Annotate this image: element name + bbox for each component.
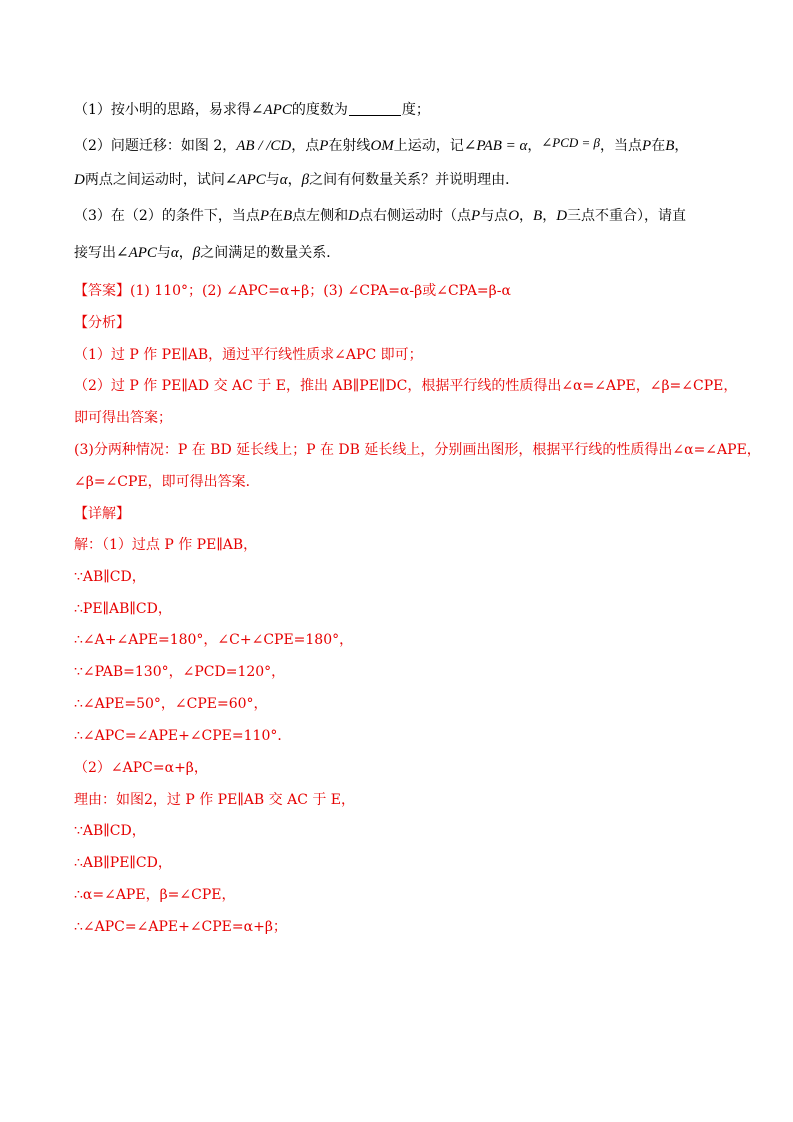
answer-line: 【答案】(1) 110°；(2) ∠APC=α+β；(3) ∠CPA=α-β或∠CPA=β-α (74, 283, 511, 299)
q2-angle-beta: ∠PCD = β (541, 135, 601, 150)
q3-point-b3: B (533, 208, 543, 224)
q3-point-b: B (283, 208, 293, 224)
detail-line: ∴AB∥PE∥CD， (74, 855, 172, 871)
detail-line: （2）∠APC=α+β， (74, 760, 208, 776)
detail-line: ∴∠APC=∠APE+∠CPE=110°． (74, 728, 292, 744)
detail-line: ∴PE∥AB∥CD， (74, 601, 172, 617)
detail-line: ∵∠PAB=130°，∠PCD=120°， (74, 664, 286, 680)
question-2-line-1 (74, 133, 688, 156)
q3-point-d3: D (556, 208, 568, 224)
q3l2-text-d: 之间满足的数量关系． (200, 245, 341, 261)
q2-angle-alpha: ∠PAB = α (463, 138, 528, 154)
q3l2-text-b: 与 (156, 245, 171, 261)
q3l2-text-c: ， (178, 245, 193, 261)
q2-text-d: 上运动，记 (393, 138, 464, 154)
detail-line: ∴α=∠APE，β=∠CPE， (74, 887, 236, 903)
detail-heading: 【详解】 (74, 506, 130, 522)
detail-line: ∴∠APE=50°，∠CPE=60°， (74, 696, 268, 712)
q2-point-p: P (319, 138, 329, 154)
q2l2-text-c: ， (287, 172, 302, 188)
question-3-line-1 (74, 206, 686, 226)
analysis-heading: 【分析】 (74, 315, 130, 331)
q2-ray-om: OM (370, 138, 394, 154)
question-2-line-2 (74, 170, 519, 190)
q3-point-p: P (259, 208, 269, 224)
q1-angle: ∠APC (250, 102, 292, 118)
q3-text-e: 点右侧运动时（点 (359, 208, 472, 224)
q2-text-c: 在射线 (328, 138, 371, 154)
question-1-line (74, 100, 430, 120)
q3-text-c: 点左侧和 (292, 208, 349, 224)
q2l2-text-d: 之间有何数量关系？并说明理由． (309, 172, 520, 188)
q2-text-a: （2）问题迁移：如图 2， (74, 138, 237, 154)
q2l2-alpha: α (279, 172, 288, 188)
q3-text-g: ， (519, 208, 534, 224)
q2-parallel: AB / /CD (236, 138, 292, 154)
q2l2-angle: ∠APC (224, 172, 266, 188)
q3-text-a: （3）在（2）的条件下，当点 (74, 208, 260, 224)
q1-text-b: 的度数为 (291, 102, 348, 118)
q2l2-beta: β (301, 172, 310, 188)
q3-text-h: ， (542, 208, 557, 224)
q2-point-b: B (665, 138, 675, 154)
analysis-line-1: （1）过 P 作 PE∥AB，通过平行线性质求∠APC 即可； (74, 347, 423, 363)
q3-point-o: O (508, 208, 520, 224)
q2-point-d: D (74, 172, 85, 188)
question-3-line-2 (74, 243, 340, 263)
analysis-line-2: （2）过 P 作 PE∥AD 交 AC 于 E，推出 AB∥PE∥DC，根据平行线的性质得出∠α=∠APE，∠β=∠CPE， (74, 378, 738, 394)
detail-line: 理由：如图2，过 P 作 PE∥AB 交 AC 于 E， (74, 792, 356, 808)
q3l2-angle: ∠APC (116, 245, 157, 261)
detail-line: ∵AB∥CD， (74, 569, 146, 585)
answer-blank (349, 101, 401, 116)
q2-text-f: ，当点 (600, 138, 643, 154)
detail-line: ∴∠APC=∠APE+∠CPE=α+β； (74, 919, 287, 935)
q2-point-p2: P (642, 138, 652, 154)
q2l2-text-a: 两点之间运动时，试问 (84, 172, 225, 188)
q3l2-alpha: α (170, 245, 179, 261)
detail-line: ∴∠A+∠APE=180°，∠C+∠CPE=180°， (74, 632, 354, 648)
q2-text-g: 在 (651, 138, 666, 154)
q2-text-e: ， (527, 138, 542, 154)
q2-text-h: ， (674, 138, 689, 154)
q2-text-b: ，点 (291, 138, 320, 154)
q3-text-i: 三点不重合），请直 (567, 208, 687, 224)
q3-text-f: 与点 (480, 208, 509, 224)
q3l2-text-a: 接写出 (74, 245, 116, 261)
q1-text-a: （1）按小明的思路，易求得 (74, 102, 251, 118)
q2l2-text-b: 与 (265, 172, 280, 188)
analysis-line-3: 即可得出答案； (74, 410, 172, 426)
analysis-line-4: (3)分两种情况：P 在 BD 延长线上；P 在 DB 延长线上，分别画出图形，根据平行线的性质得出∠α=∠APE， (74, 442, 761, 458)
analysis-line-5: ∠β=∠CPE，即可得出答案． (74, 474, 260, 490)
detail-line: ∵AB∥CD， (74, 823, 146, 839)
q3l2-beta: β (192, 245, 201, 261)
q3-point-d: D (348, 208, 360, 224)
detail-line: 解：（1）过点 P 作 PE∥AB， (74, 537, 258, 553)
q1-text-c: 度； (401, 102, 430, 118)
q3-text-b: 在 (269, 208, 283, 224)
q3-point-p2: P (471, 208, 481, 224)
